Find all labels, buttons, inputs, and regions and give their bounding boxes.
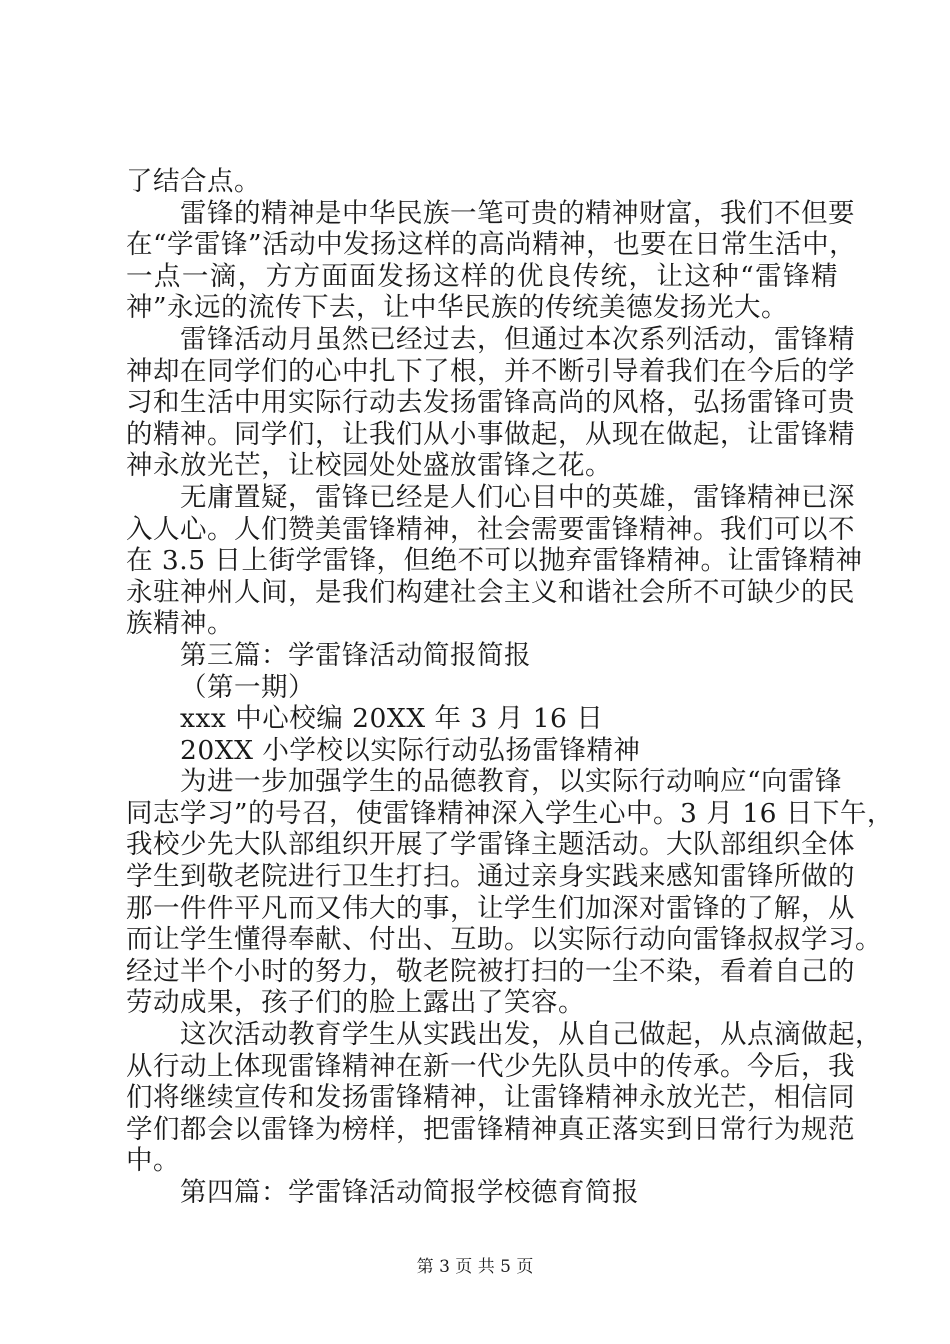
text-line: 而让学生懂得奉献、付出、互助。以实际行动向雷锋叔叔学习。 xyxy=(126,924,882,956)
text-line: 为进一步加强学生的品德教育，以实际行动响应“向雷锋 xyxy=(180,766,843,798)
text-line: 族精神。 xyxy=(126,608,234,640)
text-line: 20XX 小学校以实际行动弘扬雷锋精神 xyxy=(180,734,641,766)
text-line: 一点一滴，方方面面发扬这样的优良传统，让这种“雷锋精 xyxy=(126,260,838,292)
text-line: 的精神。同学们，让我们从小事做起，从现在做起，让雷锋精 xyxy=(126,418,855,450)
text-line: 在“学雷锋”活动中发扬这样的高尚精神，也要在日常生活中， xyxy=(126,229,857,261)
text-line: （第一期） xyxy=(180,671,315,703)
text-line: 永驻神州人间，是我们构建社会主义和谐社会所不可缺少的民 xyxy=(126,576,855,608)
text-line: 学生到敬老院进行卫生打扫。通过亲身实践来感知雷锋所做的 xyxy=(126,861,855,893)
text-line: 从行动上体现雷锋精神在新一代少先队员中的传承。今后，我 xyxy=(126,1050,855,1082)
text-line: 第四篇：学雷锋活动简报学校德育简报 xyxy=(180,1177,639,1208)
text-line: 习和生活中用实际行动去发扬雷锋高尚的风格，弘扬雷锋可贵 xyxy=(126,387,855,419)
text-line: 无庸置疑，雷锋已经是人们心目中的英雄，雷锋精神已深 xyxy=(180,481,855,513)
text-line: xxx 中心校编 20XX 年 3 月 16 日 xyxy=(180,703,604,735)
text-line: 神却在同学们的心中扎下了根，并不断引导着我们在今后的学 xyxy=(126,355,855,387)
text-line: 在 3.5 日上街学雷锋，但绝不可以抛弃雷锋精神。让雷锋精神 xyxy=(126,545,863,577)
text-line: 我校少先大队部组织开展了学雷锋主题活动。大队部组织全体 xyxy=(126,829,855,861)
text-line: 了结合点。 xyxy=(126,166,261,197)
text-line: 入人心。人们赞美雷锋精神，社会需要雷锋精神。我们可以不 xyxy=(126,513,855,545)
text-line: 经过半个小时的努力，敬老院被打扫的一尘不染，看着自己的 xyxy=(126,955,855,987)
text-line: 神”永远的流传下去，让中华民族的传统美德发扬光大。 xyxy=(126,292,789,324)
text-line: 们将继续宣传和发扬雷锋精神，让雷锋精神永放光芒，相信同 xyxy=(126,1082,855,1114)
text-line: 这次活动教育学生从实践出发，从自己做起，从点滴做起， xyxy=(180,1019,882,1051)
text-line: 雷锋活动月虽然已经过去，但通过本次系列活动，雷锋精 xyxy=(180,323,855,355)
text-line: 那一件件平凡而又伟大的事，让学生们加深对雷锋的了解，从 xyxy=(126,892,855,924)
text-line: 中。 xyxy=(126,1145,180,1177)
text-line: 劳动成果，孩子们的脸上露出了笑容。 xyxy=(126,987,585,1019)
text-line: 神永放光芒，让校园处处盛放雷锋之花。 xyxy=(126,450,612,482)
text-line: 学们都会以雷锋为榜样，把雷锋精神真正落实到日常行为规范 xyxy=(126,1113,855,1145)
text-line: 第三篇：学雷锋活动简报简报 xyxy=(180,639,531,671)
page-footer: 第 3 页 共 5 页 xyxy=(416,1257,534,1277)
text-line: 同志学习”的号召，使雷锋精神深入学生心中。3 月 16 日下午， xyxy=(126,797,894,829)
text-line: 雷锋的精神是中华民族一笔可贵的精神财富，我们不但要 xyxy=(180,197,855,229)
document-body xyxy=(126,166,894,1209)
